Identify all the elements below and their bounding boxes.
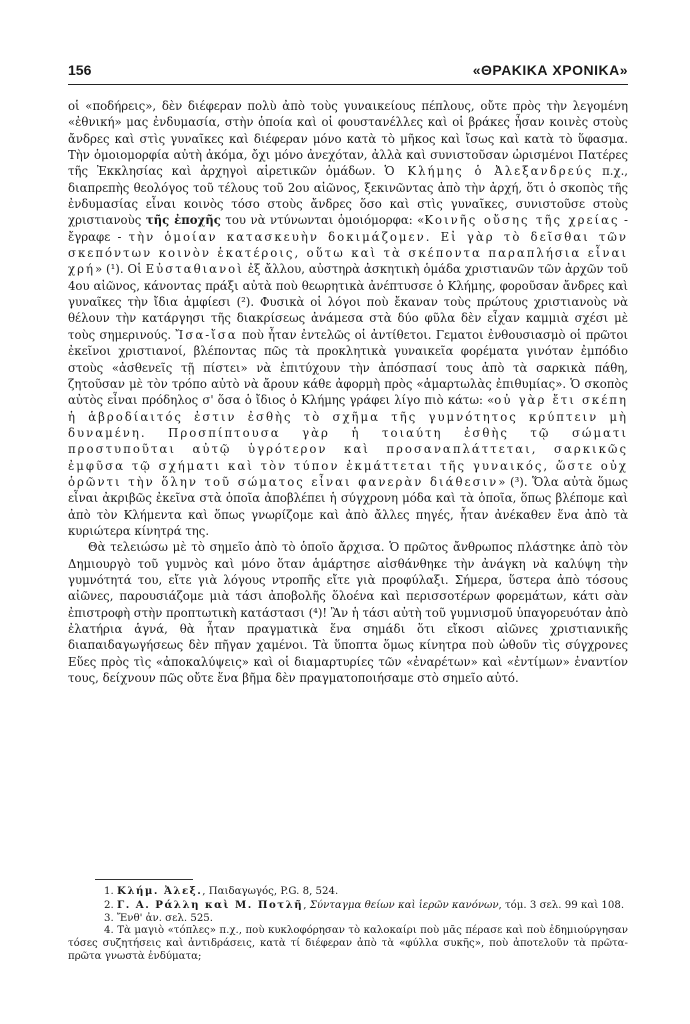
- text-run: » (³). Ὅλα αὐτὰ ὅμως εἶναι ἀκριβῶς ἐκεῖνα στὰ ὁποῖα ἀποβλέπει ἡ σύγχρονη μόδα καὶ τὰ ὁποῖα, ὅπως βλέπομε καὶ ἀπὸ τὸν Κλήμεντα καὶ ὅπως γνωρίζομε καὶ ἀπὸ ἄλλες πηγές, ἦταν ἀνέκαθεν ἕνα ἀπὸ τὰ κυριώτερα κίνητρά της.: [68, 474, 628, 538]
- author-name-spaced: Ὁ Κλήμης ὁ Ἀλεξανδρεύς: [384, 164, 594, 179]
- group-name-spaced: Εὐσταθιανοὶ: [145, 262, 244, 277]
- footnote-3: 3. Ἔνθ' ἀν. σελ. 525.: [104, 912, 214, 924]
- text-run: οἱ «ποδήρεις», δὲν διέφεραν πολὺ ἀπὸ τοὺς γυναικείους πέπλους, οὔτε πρὸς τὴν λεγομένη «ἐθνική» μας ἐνδυμασία, στὴν ὁποία καὶ οἱ φουστανέλλες καὶ οἱ βράκες ἦσαν κοινὲς στοὺς ἄνδρες καὶ στὶς γυναῖκες καὶ διέφεραν μόνο κατὰ τὸ μῆκος καὶ ἴσως καὶ κατὰ τὸ ὕφασμα. Τὴν ὁμοιομορφία αὐτὴ ἀκόμα, ὄχι μόνο ἀνεχόταν, ἀλλὰ καὶ συνιστοῦσαν ὡρισμένοι Πατέρες τῆς Ἐκκλησίας καὶ ἀρχηγοὶ αἱρετικῶν ὁμάδων.: [68, 99, 628, 179]
- page-number: 156: [68, 62, 92, 78]
- paragraph-2: Θὰ τελειώσω μὲ τὸ σημεῖο ἀπὸ τὸ ὁποῖο ἄρχισα. Ὁ πρῶτος ἄνθρωπος πλάστηκε ἀπὸ τὸν Δημιουργὸ τοῦ γυμνὸς καὶ μόνο ὅταν ἁμάρτησε αἰσθάνθηκε τὴν ἀνάγκη νὰ καλύψη τὴν γυμνότητά του, εἴτε γιὰ λόγους ντροπῆς εἴτε γιὰ προφύλαξι. Σήμερα, ὕστερα ἀπὸ τόσους αἰῶνες, παρουσιάζομε μιὰ τάσι ἀποβολῆς ὅλοένα καὶ περισσοτέρων φορεμάτων, κάτι σὰν ἐπιστροφὴ στὴν προπτωτικὴ κατάστασι (⁴)! Ἂν ἡ τάσι αὐτὴ τοῦ γυμνισμοῦ ὑπαγορευόταν ἀπὸ ἐλατήρια ἁγνά, θὰ ἦταν πραγματικὰ ἕνα σημάδι ὅτι εἴκοσι αἰῶνες χριστιανικῆς διαπαιδαγωγήσεως δὲν πῆγαν χαμένοι. Τὰ ὕποπτα ὅμως κίνητρα ποὺ ὠθοῦν τὶς σύγχρονες Εὕες πρὸς τὶς «ἀποκαλύψεις» καὶ οἱ διαμαρτυρίες τῶν «ἐναρέτων» καὶ «ἐντίμων» ἐναντίον τους, δείχνουν πῶς οὔτε ἕνα βῆμα δὲν πραγματοποιήσαμε στὸ σημεῖο αὐτό.: [68, 540, 628, 686]
- quotation-spaced: τὴν ὁμοίαν κατασκευὴν δοκιμάζομεν. Εἰ γὰρ τὸ δεῖσθαι τῶν σκεπόντων κοινὸν ἑκατέροις, οὕτω καὶ τὰ σκέποντα παραπλήσια εἶναι χρή: [68, 229, 629, 277]
- footnote-2: 2. Γ. Α. Ράλλη καὶ Μ. Ποτλῆ, Σύνταγμα θείων καὶ ἱερῶν κανόνων, τόμ. 3 σελ. 99 καὶ 108.: [104, 898, 625, 911]
- paragraph-1: [68, 98, 628, 539]
- text-run: ἐξ ἄλλου, αὐστηρὰ ἀσκητικὴ ὁμάδα χριστιανῶν τῶν ἀρχῶν τοῦ 4ου αἰῶνος, κάνοντας πράξι αὐτὰ ποὺ θεωρητικὰ ἀνέπτυσσε ὁ Κλήμης, φοροῦσαν ἄνδρες καὶ γυναῖκες τὴν ἴδια ἀμφίεσι (²). Φυσικὰ οἱ λόγοι ποὺ ἔκαναν τοὺς πρώτους χριστιανοὺς νὰ θέλουν τὴν κατάργησι τῆς διακρίσεως ἀνάμεσα στὰ δύο φῦλα δὲν εἶχαν καμμιὰ σχέσι μὲ τοὺς σημερινούς.: [68, 262, 628, 342]
- page-header: [68, 62, 628, 82]
- text-run: - ἔγραφε -: [68, 213, 629, 244]
- text-run-bold: τῆς ἐποχῆς: [145, 213, 221, 228]
- running-title: «ΘΡΑΚΙΚΑ ΧΡΟΝΙΚΑ»: [472, 62, 628, 78]
- footnotes: [68, 885, 628, 964]
- header-rule: [68, 84, 628, 85]
- text-run: π.χ., διαπρεπὴς θεολόγος τοῦ τέλους τοῦ 2ου αἰῶνος, ξεκινῶντας ἀπὸ τὴν ἀρχή, ὅτι ὁ σκοπὸς τῆς ἐνδυμασίας εἶναι κοινὸς τόσο στοὺς ἄνδρες ὅσο καὶ στὶς γυναῖκες, συνιστοῦσε στοὺς χριστιανοὺς: [68, 164, 629, 228]
- text-run: του νὰ ντύνωνται ὁμοιόμορφα: «: [220, 213, 425, 228]
- footnote-4: 4. Τὰ μαγιὸ «τόπλες» π.χ., ποὺ κυκλοφόρησαν τὸ καλοκαίρι ποὺ μᾶς πέρασε καὶ ποὺ ἐδημιούργησαν τόσες συζητήσεις καὶ ἀντιδράσεις, κατὰ τί διέφεραν ἀπὸ τὰ «φύλλα συκῆς», ποὺ ἀποτελοῦν τὰ πρῶτα-πρῶτα γνωστὰ ἐνδύματα;: [68, 925, 628, 962]
- quotation-spaced: Κοινῆς οὔσης τῆς χρείας: [424, 213, 620, 228]
- main-text: [68, 98, 628, 686]
- emphasis-spaced: Ἴσα-ἴσα: [175, 327, 238, 342]
- text-run: » (¹). Οἱ: [94, 262, 146, 277]
- footnote-1: 1. Κλήμ. Ἀλεξ., Παιδαγωγός, P.G. 8, 524.: [104, 885, 339, 897]
- quotation-spaced: οὐ γὰρ ἔτι σκέπη ἡ ἁβροδίαιτός ἐστιν ἐσθὴς τὸ σχῆμα τῆς γυμνότητος κρύπτειν μὴ δυναμένη. Προσπίπτουσα γὰρ ἡ τοιαύτη ἐσθὴς τῷ σώματι προστυποῦται αὐτῷ ὑγρότερον καὶ προσαναπλάττεται, σαρκικῶς ἐμφῦσα τῷ σχήματι καὶ τὸν τύπον ἐκμάττεται τῆς γυναικός, ὥστε οὐχ ὁρῶντι τὴν ὅλην τοῦ σώματος εἶναι φανερὰν διάθεσιν: [68, 393, 628, 489]
- text-run: ποὺ ἦταν ἐντελῶς οἱ ἀντίθετοι. Γεματοι ἐνθουσιασμὸ οἱ πρῶτοι ἐκεῖνοι χριστιανοί, βλέποντας πῶς τὰ προκλητικὰ γυναικεῖα φορέματα γινόταν ἐμπόδιο στοὺς «ἀσθενεῖς τῇ πίστει» νὰ ἐπιτύχουν τὴν ἀπόσπασί τους ἀπὸ τὰ σαρκικὰ πάθη, ζητοῦσαν μὲ τὸν τρόπο αὐτὸ νὰ ἄρουν κάθε ἀφορμὴ πρὸς «ἁμαρτωλὰς ἐπιθυμίας». Ὁ σκοπὸς αὐτὸς εἶναι πρόδηλος σ' ὅσα ὁ ἴδιος ὁ Κλήμης γράφει λίγο πιὸ κάτω: «: [68, 327, 628, 408]
- footnote-rule: [95, 879, 193, 880]
